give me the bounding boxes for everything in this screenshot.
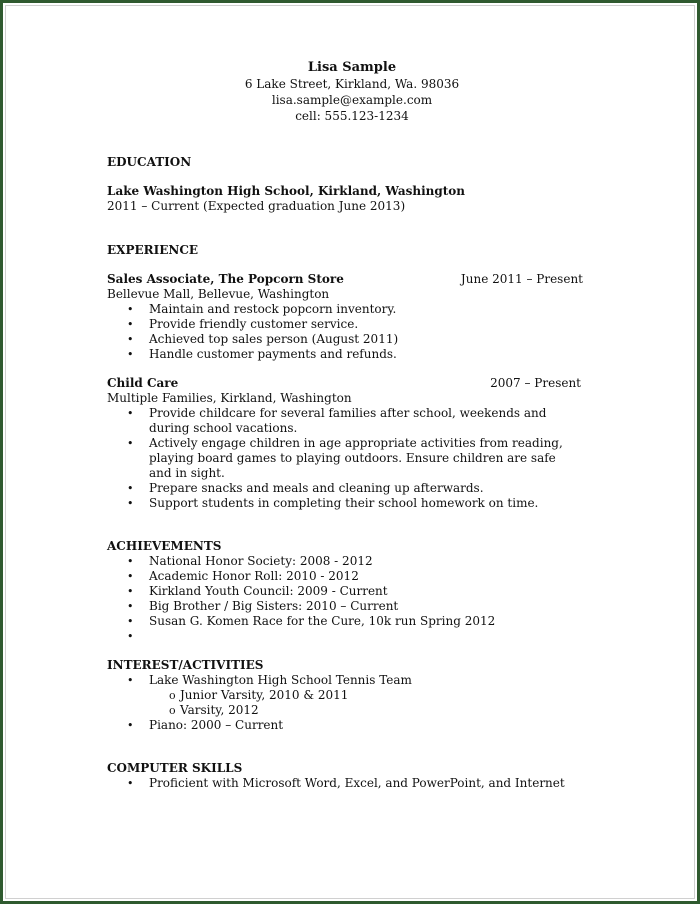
list-item: • Big Brother / Big Sisters: 2010 – Current — [127, 599, 399, 613]
bullet-icon: • — [127, 482, 134, 495]
experience-title: EXPERIENCE — [107, 243, 199, 257]
list-item: • Actively engage children in age appropriate activities from reading, playing board games to playing outdoors. Ensure children are safe and in sight. — [127, 436, 563, 480]
resume-content — [107, 60, 607, 791]
education-title: EDUCATION — [107, 155, 192, 169]
list-item: • Proficient with Microsoft Word, Excel, and PowerPoint, and Internet — [127, 776, 565, 790]
list-item: • Lake Washington High School Tennis Team — [127, 673, 412, 687]
bullet-icon: • — [127, 303, 134, 316]
job-bullet-list — [107, 406, 577, 511]
education-school: Lake Washington High School, Kirkland, Washington — [107, 184, 466, 198]
list-item: • Provide childcare for several families after school, weekends and during school vacations. — [127, 406, 547, 435]
list-item — [107, 629, 607, 644]
list-item: • Support students in completing their school homework on time. — [127, 496, 539, 510]
bullet-icon: • — [127, 348, 134, 361]
bullet-icon: • — [127, 570, 134, 583]
bullet-icon: • — [127, 333, 134, 346]
bullet-icon: • — [127, 615, 134, 628]
bullet-icon: • — [127, 585, 134, 598]
bullet-icon: • — [127, 600, 134, 613]
job-childcare — [107, 376, 607, 511]
bullet-icon: • — [127, 555, 134, 568]
job-bullet-list — [107, 302, 607, 362]
bullet-icon: • — [127, 674, 134, 687]
job-dates: 2007 – Present — [490, 376, 581, 390]
job-role: Child Care — [107, 376, 179, 390]
bullet-icon: • — [127, 497, 134, 510]
applicant-address: 6 Lake Street, Kirkland, Wa. 98036 — [244, 77, 460, 91]
list-item: • Maintain and restock popcorn inventory. — [127, 302, 397, 316]
list-item: • Provide friendly customer service. — [127, 317, 359, 331]
applicant-email: lisa.sample@example.com — [271, 93, 433, 107]
interests-list — [107, 673, 607, 733]
job-location: Bellevue Mall, Bellevue, Washington — [107, 287, 330, 301]
bullet-icon: • — [127, 630, 134, 643]
applicant-cell: cell: 555.123-1234 — [295, 109, 409, 123]
list-item: • Susan G. Komen Race for the Cure, 10k run Spring 2012 — [127, 614, 496, 628]
list-item: • Achieved top sales person (August 2011) — [127, 332, 399, 346]
bullet-icon: • — [127, 719, 134, 732]
resume-header — [107, 60, 597, 124]
skills-list — [107, 776, 607, 791]
education-dates: 2011 – Current (Expected graduation June 2013) — [107, 199, 406, 213]
list-item: • Kirkland Youth Council: 2009 - Current — [127, 584, 388, 598]
bullet-icon: • — [127, 407, 134, 420]
job-popcorn — [107, 272, 607, 362]
skills-title: COMPUTER SKILLS — [107, 761, 243, 775]
achievements-list — [107, 554, 607, 644]
list-item: • National Honor Society: 2008 - 2012 — [127, 554, 373, 568]
job-location: Multiple Families, Kirkland, Washington — [107, 391, 352, 405]
list-item: • Prepare snacks and meals and cleaning up afterwards. — [127, 481, 484, 495]
list-item: o Junior Varsity, 2010 & 2011 — [169, 688, 349, 702]
list-item: o Varsity, 2012 — [169, 703, 259, 717]
bullet-icon: • — [127, 777, 134, 790]
list-item: • Handle customer payments and refunds. — [127, 347, 397, 361]
circle-bullet-icon: o — [169, 704, 176, 717]
applicant-name: Lisa Sample — [307, 60, 397, 75]
bullet-icon: • — [127, 318, 134, 331]
bullet-icon: • — [127, 437, 134, 450]
job-role: Sales Associate, The Popcorn Store — [107, 272, 344, 286]
circle-bullet-icon: o — [169, 689, 176, 702]
job-dates: June 2011 – Present — [460, 272, 583, 286]
achievements-title: ACHIEVEMENTS — [107, 539, 222, 553]
interests-title: INTEREST/ACTIVITIES — [107, 658, 264, 672]
list-item: • Piano: 2000 – Current — [127, 718, 284, 732]
list-item: • Academic Honor Roll: 2010 - 2012 — [127, 569, 359, 583]
